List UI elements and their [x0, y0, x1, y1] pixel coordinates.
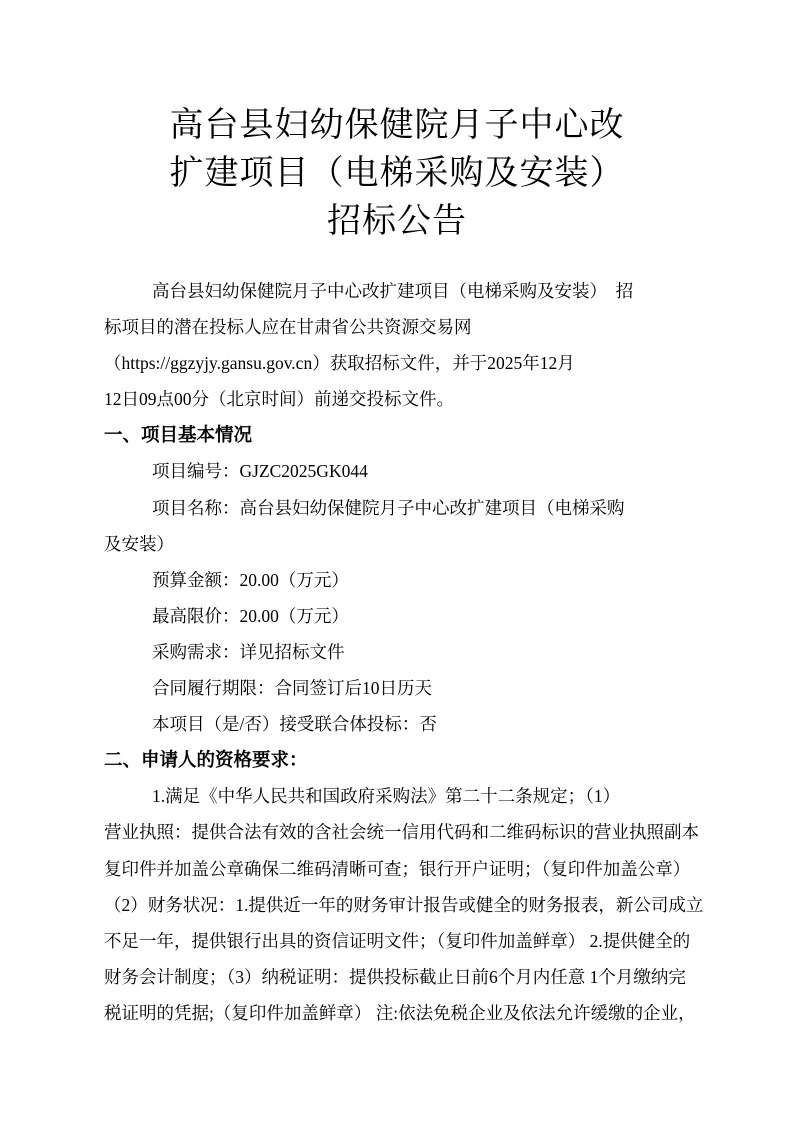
document-title	[0, 0, 794, 246]
section1-project-number: 项目编号：GJZC2025GK044	[152, 461, 368, 482]
section2-line-3: 复印件并加盖公章确保二维码清晰可查；银行开户证明；（复印件加盖公章）	[104, 858, 691, 879]
section1-heading: 一、项目基本情况	[104, 424, 253, 446]
section1-consortium-bidding: 本项目（是/否）接受联合体投标：否	[152, 714, 437, 735]
section1-budget-amount: 预算金额：20.00（万元）	[152, 569, 349, 590]
title-line-3: 招标公告	[327, 203, 467, 240]
section1-project-name-line-2: 及安装）	[104, 533, 174, 554]
title-line-1: 高台县妇幼保健院月子中心改	[169, 107, 625, 144]
intro-line-1: 高台县妇幼保健院月子中心改扩建项目（电梯采购及安装） 招	[152, 281, 634, 301]
intro-line-3: （https://ggzyjy.gansu.gov.cn）获取招标文件，并于2025年12月	[104, 353, 575, 374]
section1-procurement-requirement: 采购需求：详见招标文件	[152, 641, 345, 662]
section2-line-6: 财务会计制度；（3）纳税证明：提供投标截止日前6个月内任意 1个月缴纳完	[104, 966, 686, 987]
section2-line-4: （2）财务状况：1.提供近一年的财务审计报告或健全的财务报表，新公司成立	[104, 894, 704, 915]
section2-line-7: 税证明的凭据;（复印件加盖鲜章） 注:依法免税企业及依法允许缓缴的企业，	[104, 1002, 696, 1023]
section2-line-2: 营业执照：提供合法有效的含社会统一信用代码和二维码标识的营业执照副本	[104, 822, 699, 843]
section1-project-name-line-1: 项目名称：高台县妇幼保健院月子中心改扩建项目（电梯采购	[152, 497, 625, 518]
section2-line-5: 不足一年，提供银行出具的资信证明文件；（复印件加盖鲜章） 2.提供健全的	[104, 930, 691, 951]
section1-contract-period: 合同履行期限：合同签订后10日历天	[152, 678, 432, 699]
title-line-2: 扩建项目（电梯采购及安装）	[169, 155, 625, 192]
section2-heading: 二、申请人的资格要求：	[104, 749, 308, 771]
section1-max-price: 最高限价：20.00（万元）	[152, 605, 349, 626]
document-body	[0, 273, 794, 1031]
section2-line-1: 1.满足《中华人民共和国政府采购法》第二十二条规定；（1）	[152, 786, 621, 807]
intro-line-2: 标项目的潜在投标人应在甘肃省公共资源交易网	[104, 317, 472, 338]
intro-line-4: 12日09点00分（北京时间）前递交投标文件。	[104, 389, 454, 410]
